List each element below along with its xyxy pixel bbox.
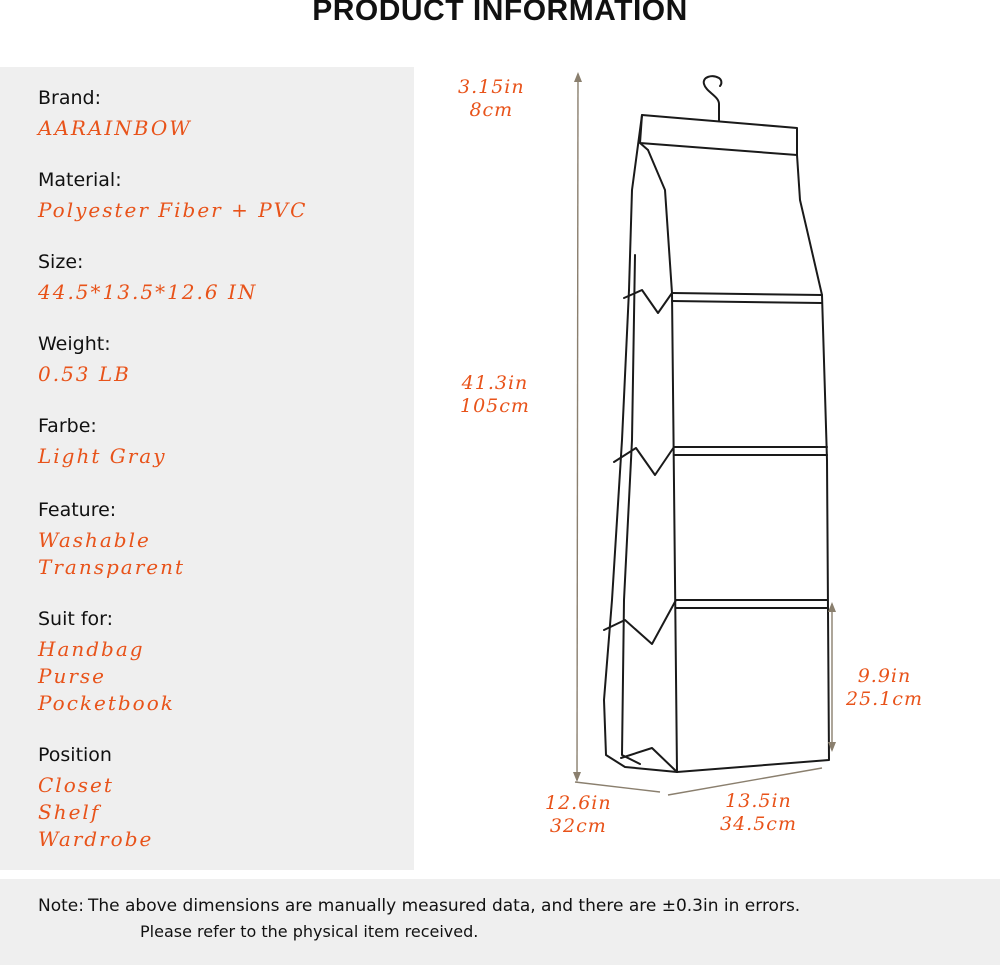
- arrow-up-icon: [574, 72, 582, 82]
- dimension-in: 13.5in: [725, 790, 792, 812]
- depth-dimension-line: [575, 782, 660, 792]
- dimension-cm: 8cm: [469, 99, 514, 121]
- spec-label: Brand:: [38, 87, 101, 109]
- front-outline: [677, 155, 829, 772]
- dimension-pocket: [846, 665, 923, 711]
- spec-value: Closet: [38, 773, 114, 797]
- dimension-top: [458, 76, 525, 122]
- spec-label: Size:: [38, 251, 84, 273]
- shelf-divider-3: [676, 600, 827, 608]
- note-line: [38, 896, 800, 916]
- spec-value: 44.5*13.5*12.6 IN: [38, 280, 258, 304]
- arrow-up-icon: [828, 602, 836, 612]
- spec-value: Handbag: [38, 637, 145, 661]
- spec-label: Suit for:: [38, 608, 114, 630]
- dimension-in: 12.6in: [545, 792, 612, 814]
- zigzag-2: [614, 447, 674, 475]
- spec-label: Farbe:: [38, 415, 97, 437]
- spec-value: Light Gray: [38, 444, 167, 468]
- dimension-cm: 34.5cm: [720, 813, 797, 835]
- header-bar: [640, 115, 797, 155]
- spec-value: Purse: [38, 664, 106, 688]
- spec-value: Wardrobe: [38, 827, 154, 851]
- spec-value: Washable: [38, 528, 151, 552]
- shelf-divider-1: [672, 293, 822, 303]
- note-label: Note:: [38, 896, 84, 916]
- note-text: The above dimensions are manually measured data, and there are ±0.3in in errors.: [87, 896, 801, 916]
- spec-label: Weight:: [38, 333, 111, 355]
- shelf-divider-2: [674, 447, 827, 455]
- dimension-in: 3.15in: [458, 76, 525, 98]
- spec-value: Pocketbook: [38, 691, 175, 715]
- hanger-hook: [704, 76, 722, 121]
- dimension-in: 41.3in: [461, 372, 529, 394]
- spec-label: Position: [38, 744, 112, 766]
- spec-value: Shelf: [38, 800, 101, 824]
- dimension-in: 9.9in: [857, 665, 912, 687]
- spec-value: Transparent: [38, 555, 186, 579]
- note-footer: [0, 879, 1000, 965]
- page-title: PRODUCT INFORMATION: [312, 0, 688, 27]
- note-subtext: Please refer to the physical item received.: [140, 922, 479, 941]
- spec-value: AARAINBOW: [38, 116, 192, 140]
- height-dimension-line: [577, 74, 578, 780]
- dimension-cm: 25.1cm: [846, 688, 923, 710]
- arrow-down-icon: [573, 772, 581, 782]
- spec-value: 0.53 LB: [38, 362, 131, 386]
- zigzag-1: [624, 290, 672, 313]
- spec-label: Material:: [38, 169, 122, 191]
- zigzag-3: [604, 600, 676, 644]
- dimension-height: [460, 372, 530, 418]
- front-left-edge: [648, 150, 677, 772]
- dimension-cm: 105cm: [460, 395, 530, 417]
- dimension-cm: 32cm: [549, 815, 607, 837]
- spec-label: Feature:: [38, 499, 117, 521]
- dimension-depth: [545, 792, 612, 838]
- side-panel: [604, 290, 677, 772]
- spec-value: Polyester Fiber + PVC: [38, 198, 308, 222]
- dimension-width: [720, 790, 797, 836]
